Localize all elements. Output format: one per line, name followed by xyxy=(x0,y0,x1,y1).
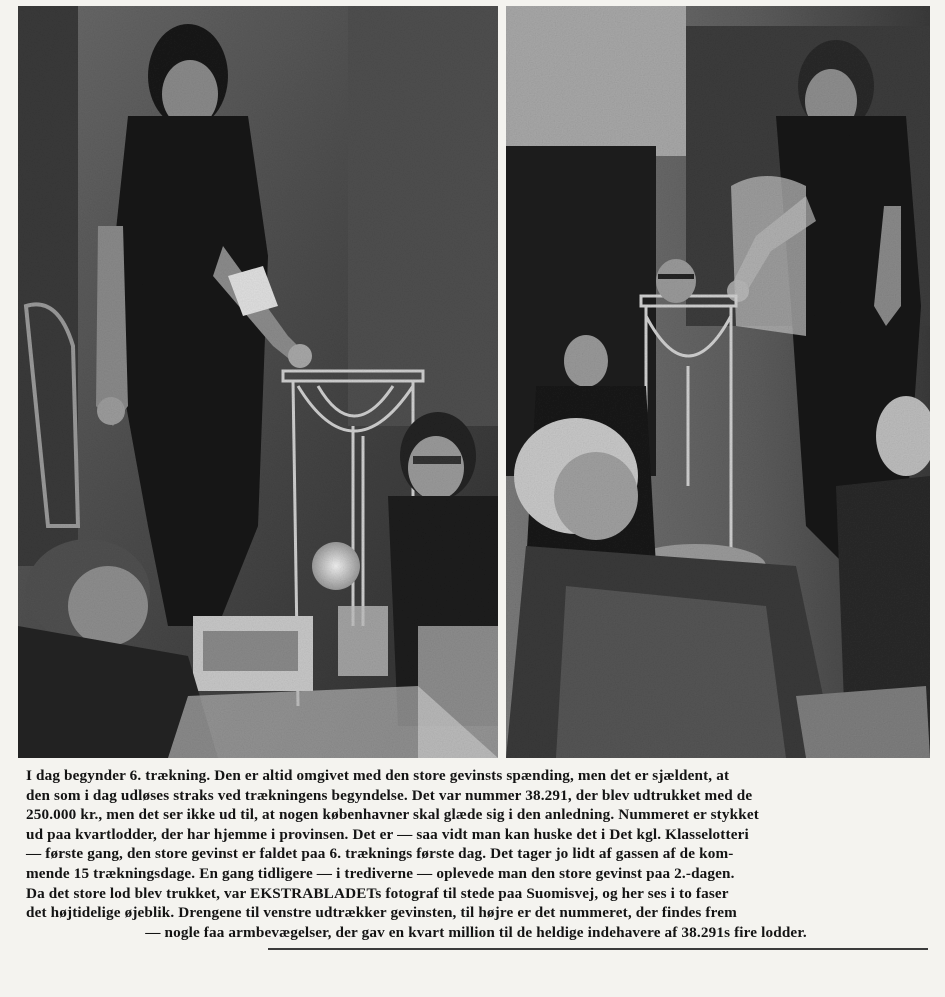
photo-gutter xyxy=(498,6,506,758)
caption-line: I dag begynder 6. trækning. Den er altid omgivet med den store gevinsts spænding, men det er sjældent, at xyxy=(26,767,730,784)
caption-line: ud paa kvartlodder, der har hjemme i provinsen. Det er — saa vidt man kan huske det i Det kgl. Klasselotteri xyxy=(26,825,749,843)
bottom-rule xyxy=(268,948,928,950)
caption-line: 250.000 kr., men det ser ikke ud til, at nogen københavner skal glæde sig i den anledning. Nummeret er stykket xyxy=(26,806,759,824)
photo-pair xyxy=(18,6,930,758)
caption-line: det højtidelige øjeblik. Drengene til venstre udtrækker gevinsten, til højre er det nummeret, der findes frem xyxy=(26,904,737,922)
caption-line: mende 15 trækningsdage. En gang tidligere — i trediverne — oplevede man den store gevinst paa 2.-dagen. xyxy=(26,864,735,882)
photo-right-number xyxy=(506,6,930,758)
caption-line: — nogle faa armbevægelser, der gav en kvart million til de heldige indehavere af 38.291s fire lodder. xyxy=(145,923,807,941)
caption-line: — første gang, den store gevinst er faldet paa 6. træknings første dag. Det tager jo lidt af gassen af de kom- xyxy=(26,845,734,863)
photo-left-image xyxy=(18,6,498,758)
caption-line: Da det store lod blev trukket, var EKSTRABLADETs fotograf til stede paa Suomisvej, og her ses i to faser xyxy=(26,884,729,902)
newspaper-clipping xyxy=(18,6,930,950)
photo-right-image xyxy=(506,6,930,758)
photo-caption xyxy=(26,766,926,942)
photo-left-drawing xyxy=(18,6,498,758)
caption-line: den som i dag udløses straks ved trækningens begyndelse. Det var nummer 38.291, der blev udtrukket med de xyxy=(26,786,753,804)
